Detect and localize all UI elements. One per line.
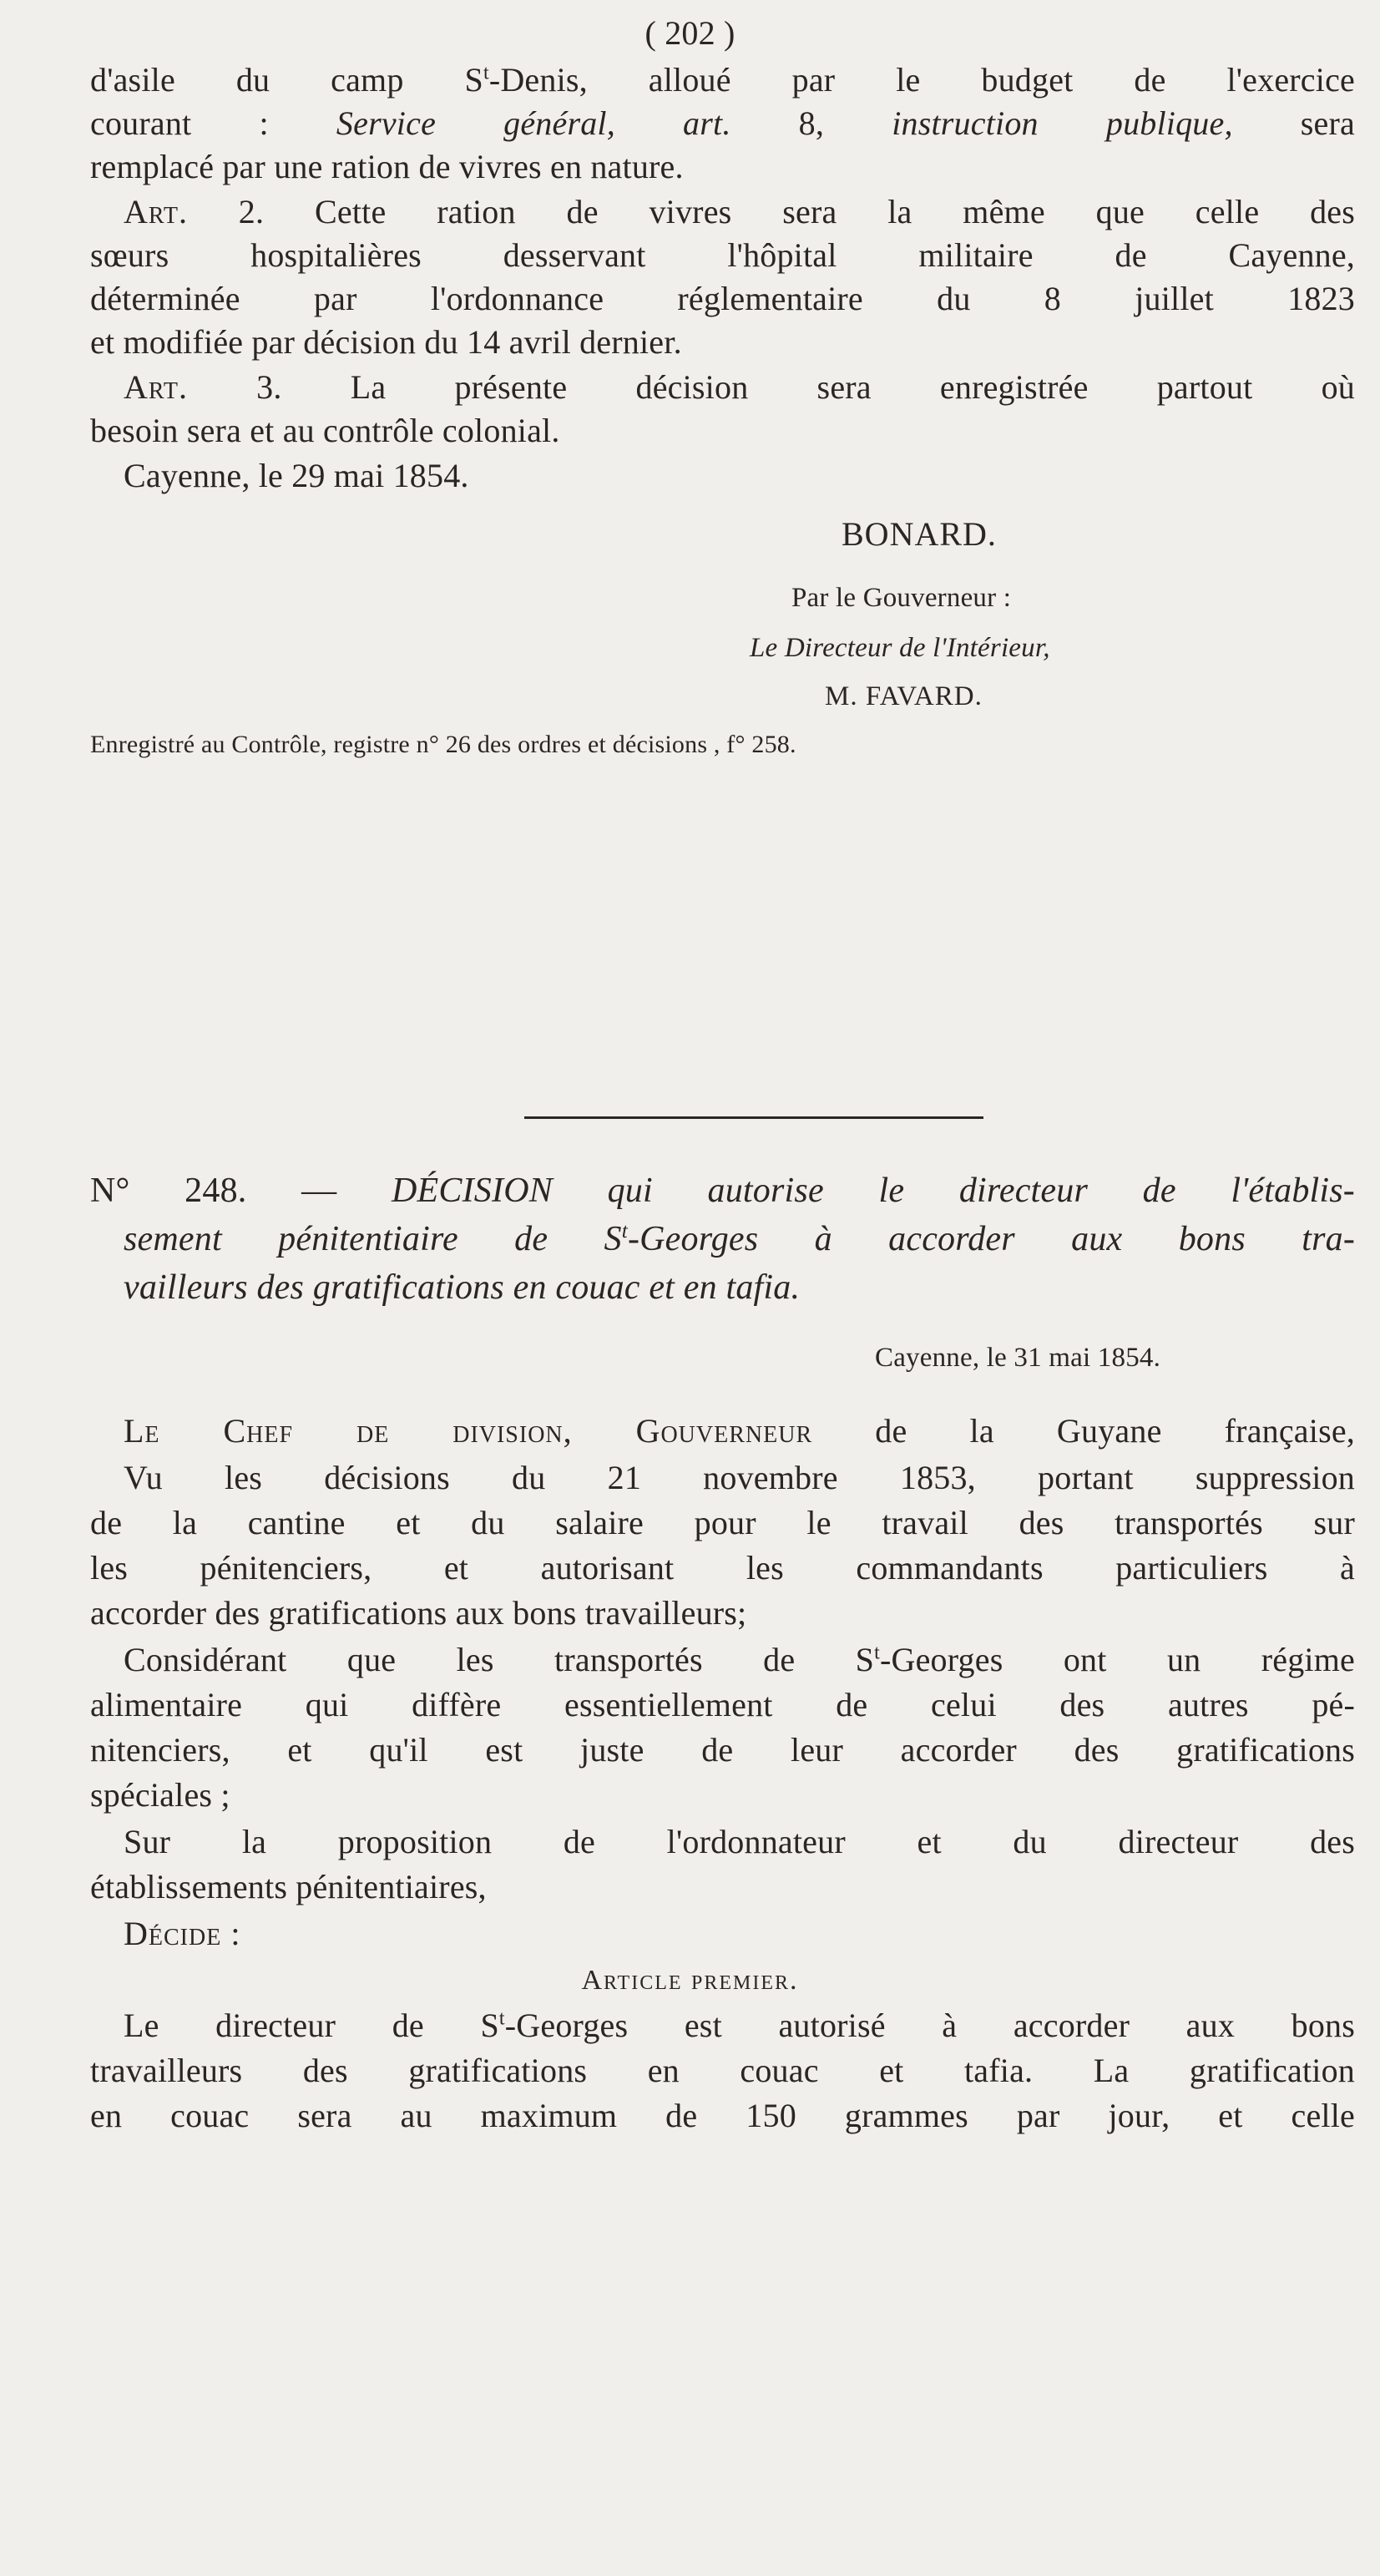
text-line: accorder des gratifications aux bons travailleurs; bbox=[90, 1594, 747, 1632]
text-line: établissements pénitentiaires, bbox=[90, 1868, 487, 1905]
text-line: alimentaire qui diffère essentiellement de celui des autres pé- bbox=[90, 1686, 1355, 1723]
text-line: Vu les décisions du 21 novembre 1853, portant suppression bbox=[124, 1459, 1355, 1496]
article-2-line: Art. 2. Cette ration de vivres sera la même que celle des bbox=[124, 193, 1355, 230]
separator-rule bbox=[524, 1116, 983, 1119]
article-3-line: Art. 3. La présente décision sera enregistrée partout où bbox=[124, 368, 1355, 406]
text-line: en couac sera au maximum de 150 grammes par jour, et celle bbox=[90, 2097, 1355, 2134]
text-line: Sur la proposition de l'ordonnateur et du directeur des bbox=[124, 1823, 1355, 1860]
by-governor: Par le Gouverneur : bbox=[791, 583, 1012, 613]
director-name: M. FAVARD. bbox=[825, 681, 983, 711]
decide-heading: Décide : bbox=[124, 1915, 241, 1952]
text-line: courant : Service général, art. 8, instruction publique, sera bbox=[90, 104, 1355, 142]
text-line: et modifiée par décision du 14 avril dernier. bbox=[90, 323, 682, 361]
text-line: d'asile du camp $S^t$-Denis, alloué par le budget de l'exercice bbox=[90, 61, 1355, 99]
text-line: sœurs hospitalières desservant l'hôpital militaire de Cayenne, bbox=[90, 236, 1355, 274]
text-line: remplacé par une ration de vivres en nature. bbox=[90, 148, 684, 185]
decision-title-line: vailleurs des gratifications en couac et en tafia. bbox=[124, 1268, 801, 1307]
text-line: de la cantine et du salaire pour le travail des transportés sur bbox=[90, 1504, 1355, 1541]
text-line: spéciales ; bbox=[90, 1776, 230, 1814]
text-line: Considérant que les transportés de $S^t$-Georges ont un régime bbox=[124, 1641, 1355, 1678]
decision-title-line: N° 248. — DÉCISION qui autorise le directeur de l'établis- bbox=[90, 1172, 1355, 1210]
decision-intro: Le Chef de division, Gouverneur de la Guyane française, bbox=[124, 1412, 1355, 1450]
text-line: Le directeur de $S^t$-Georges est autorisé à accorder aux bons bbox=[124, 2007, 1355, 2044]
director-title: Le Directeur de l'Intérieur, bbox=[750, 633, 1050, 663]
text-line: les pénitenciers, et autorisant les commandants particuliers à bbox=[90, 1549, 1355, 1587]
decision-date: Cayenne, le 31 mai 1854. bbox=[875, 1343, 1161, 1373]
article-premier-heading: Article premier. bbox=[581, 1965, 799, 1996]
text-line: besoin sera et au contrôle colonial. bbox=[90, 412, 560, 449]
text-line: travailleurs des gratifications en couac et tafia. La gratification bbox=[90, 2052, 1355, 2089]
signature: BONARD. bbox=[842, 515, 997, 553]
date-line: Cayenne, le 29 mai 1854. bbox=[124, 457, 469, 494]
registration-note: Enregistré au Contrôle, registre n° 26 des ordres et décisions , f° 258. bbox=[90, 731, 796, 758]
page-number: ( 202 ) bbox=[645, 14, 735, 52]
text-line: nitenciers, et qu'il est juste de leur accorder des gratifications bbox=[90, 1731, 1355, 1769]
decision-title-line: sement pénitentiaire de $S^t$-Georges à accorder aux bons tra- bbox=[124, 1220, 1356, 1258]
text-line: déterminée par l'ordonnance réglementaire du 8 juillet 1823 bbox=[90, 280, 1355, 317]
